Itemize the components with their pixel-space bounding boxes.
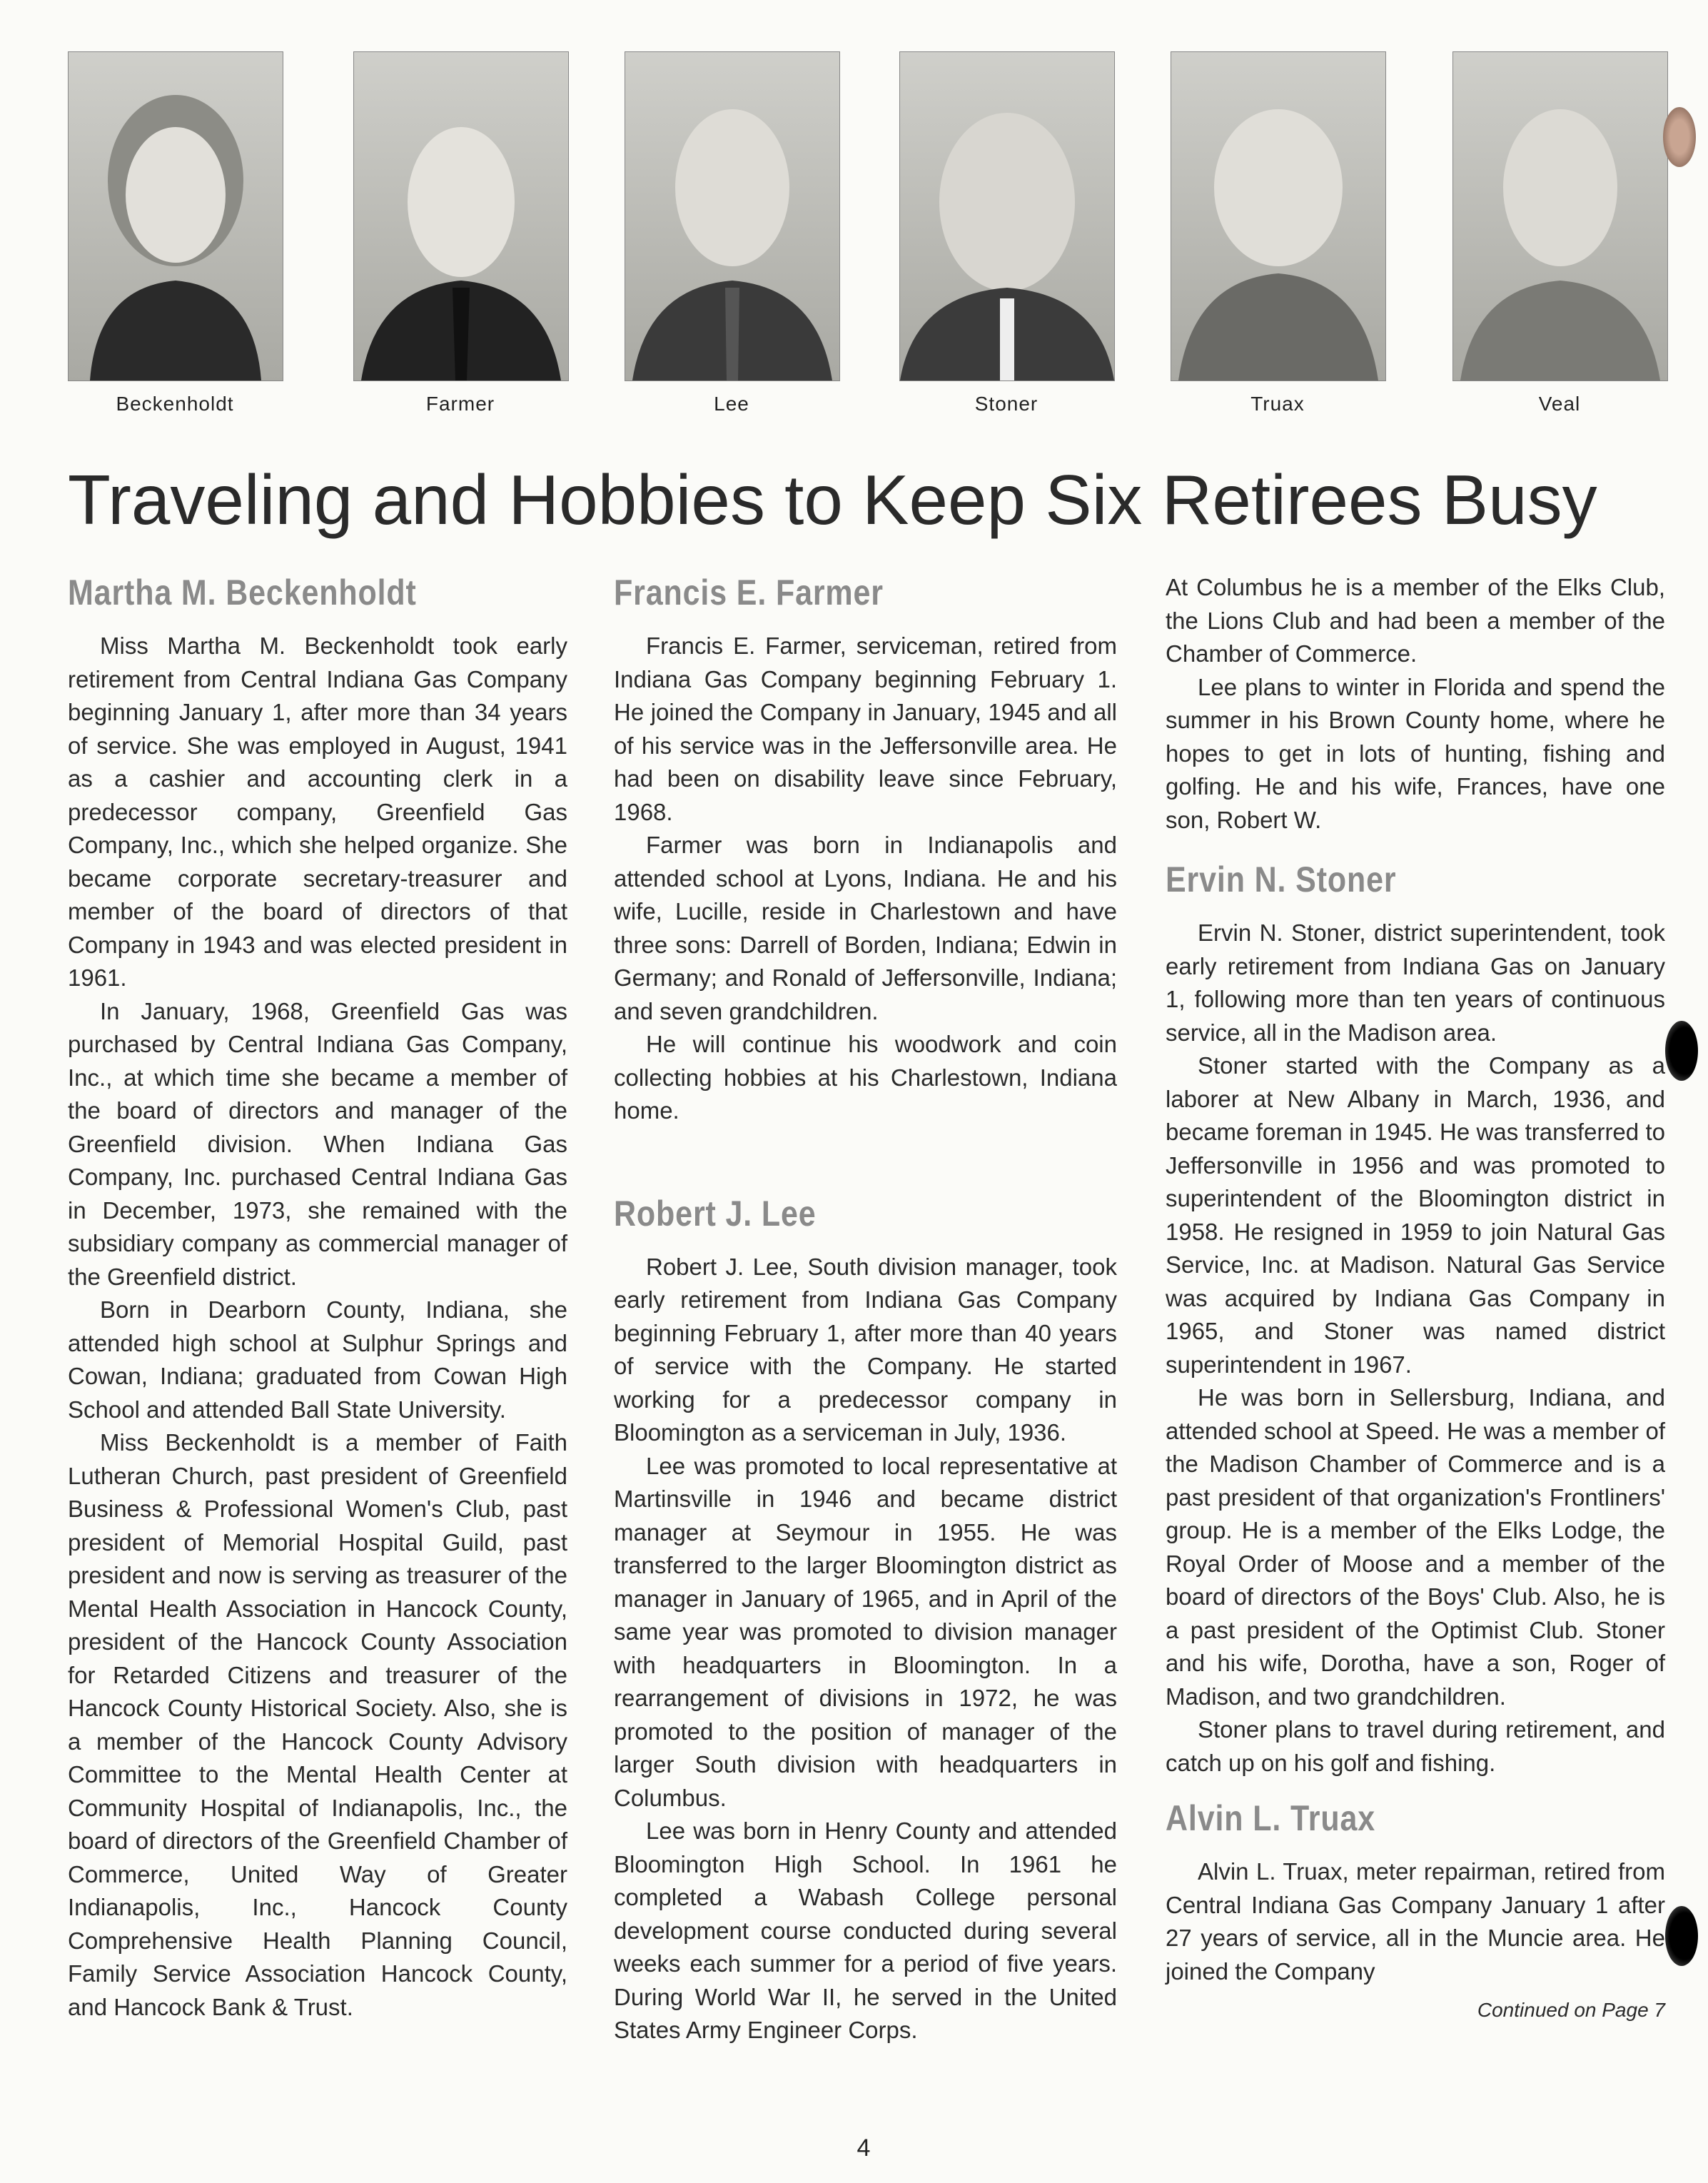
paragraph: Lee plans to winter in Florida and spend the summer in his Brown County home, where he hopes to get in lots of hunting, fishing and golfing. He and his wife, Frances, have one son, Robert W. (1166, 673, 1665, 833)
paragraph: At Columbus he is a member of the Elks Club, the Lions Club and had been a member of the Chamber of Commerce. (1166, 574, 1665, 667)
paragraph: Ervin N. Stoner, district superintendent, took early retirement from Indiana Gas on January 1, following more than ten years of continuous service, all in the Madison area. (1166, 919, 1665, 1046)
portrait-beckenholdt (68, 51, 283, 381)
paragraph: Francis E. Farmer, serviceman, retired from Indiana Gas Company beginning February 1. He joined the Company in January, 1945 and all of his service was in the Jeffersonville area. He had been on disability leave since February, 1968. (614, 632, 1117, 825)
paragraph: Stoner started with the Company as a laborer at New Albany in March, 1936, and became foreman in 1945. He was transferred to Jeffersonville in 1956 and was promoted to superintendent of the Bloomington district in 1958. He resigned in 1959 to join Natural Gas Service, Inc. at Madison. Natural Gas Service was acquired by Indiana Gas Company in 1965, and Stoner was named district superintendent in 1967. (1166, 1052, 1665, 1378)
caption-farmer: Farmer (425, 393, 495, 415)
continued-note: Continued on Page 7 (1477, 1999, 1665, 2021)
binder-hole-icon (1663, 107, 1696, 167)
heading-farmer: Francis E. Farmer (614, 573, 884, 612)
paragraph: Born in Dearborn County, Indiana, she attended high school at Sulphur Springs and Cowan, Indiana; graduated from Cowan High School and attended Ball State University. (68, 1296, 567, 1423)
binder-hole-icon (1665, 1906, 1698, 1966)
portrait-veal (1452, 51, 1668, 381)
heading-truax: Alvin L. Truax (1166, 1798, 1375, 1838)
paragraph: Stoner plans to travel during retirement, and catch up on his golf and fishing. (1166, 1716, 1665, 1776)
paragraph: Miss Martha M. Beckenholdt took early retirement from Central Indiana Gas Company beginning January 1, after more than 34 years of service. She was employed in August, 1941 as a cashier and accounting clerk in a predecessor company, Greenfield Gas Company, Inc., which she helped organize. She became corporate secretary-treasurer and member of the board of directors of that Company in 1943 and was elected president in 1961. (68, 632, 567, 991)
paragraph: Robert J. Lee, South division manager, took early retirement from Indiana Gas Company beginning February 1, after more than 40 years of service with the Company. He started working for a predecessor company in Bloomington as a serviceman in July, 1936. (614, 1253, 1117, 1446)
binder-hole-icon (1665, 1021, 1698, 1081)
caption-veal: Veal (1538, 393, 1581, 415)
paragraph: In January, 1968, Greenfield Gas was purchased by Central Indiana Gas Company, Inc., at which time she became a member of the board of directors and manager of the Greenfield division. When Indiana Gas Company, Inc. purchased Central Indiana Gas in December, 1973, she remained with the subsidiary company as commercial manager of the Greenfield district. (68, 997, 567, 1290)
heading-beckenholdt: Martha M. Beckenholdt (68, 573, 417, 612)
paragraph: Alvin L. Truax, meter repairman, retired from Central Indiana Gas Company January 1 after 27 years of service, all in the Muncie area. He joined the Company (1166, 1858, 1665, 1985)
heading-lee: Robert J. Lee (614, 1193, 817, 1234)
paragraph: He will continue his woodwork and coin collecting hobbies at his Charlestown, Indiana home. (614, 1031, 1117, 1124)
caption-lee: Lee (714, 393, 749, 415)
heading-stoner: Ervin N. Stoner (1166, 859, 1397, 899)
column-3 (1166, 571, 1665, 2027)
portrait-lee (625, 51, 840, 381)
caption-beckenholdt: Beckenholdt (116, 393, 234, 415)
paragraph: Farmer was born in Indianapolis and attended school at Lyons, Indiana. He and his wife, Lucille, reside in Charlestown and have three sons: Darrell of Borden, Indiana; Edwin in Germany; and Ronald of Jeffersonville, Indiana; and seven grandchildren. (614, 832, 1117, 1024)
paragraph: Lee was promoted to local representative at Martinsville in 1946 and became district manager at Seymour in 1955. He was transferred to the larger Bloomington district as manager in January of 1965, and in April of the same year was promoted to division manager with headquarters in Bloomington. In a rearrangement of divisions in 1972, he was promoted to the position of manager of the larger South division with headquarters in Columbus. (614, 1452, 1117, 1811)
caption-stoner: Stoner (974, 393, 1039, 415)
column-2 (614, 571, 1117, 2047)
column-1 (68, 571, 567, 2024)
page-number: 4 (856, 2134, 871, 2162)
paragraph: He was born in Sellersburg, Indiana, and attended school at Speed. He was a member of the Madison Chamber of Commerce and is a past president of that organization's Frontliners' group. He is a member of the Elks Lodge, the Royal Order of Moose and a member of the board of directors of the Boys' Club. Also, he is a past president of the Optimist Club. Stoner and his wife, Dorotha, have a son, Roger of Madison, and two grandchildren. (1166, 1384, 1665, 1710)
paragraph: Miss Beckenholdt is a member of Faith Lutheran Church, past president of Greenfield Business & Professional Women's Club, past president of Memorial Hospital Guild, past president and now is serving as treasurer of the Mental Health Association in Hancock County, president of the Hancock County Association for Retarded Citizens and treasurer of the Hancock County Historical Society. Also, she is a member of the Hancock County Advisory Committee to the Mental Health Center at Community Hospital of Indianapolis, Inc., the board of directors of the Greenfield Chamber of Commerce, United Way of Greater Indianapolis, Inc., Hancock County Comprehensive Health Planning Council, Family Service Association Hancock County, and Hancock Bank & Trust. (68, 1429, 567, 2020)
portrait-truax (1171, 51, 1386, 381)
portrait-farmer (353, 51, 569, 381)
paragraph: Lee was born in Henry County and attended Bloomington High School. In 1961 he completed a Wabash College personal development course conducted during several weeks each summer for a period of five years. During World War II, he served in the United States Army Engineer Corps. (614, 1818, 1117, 2043)
portrait-stoner (899, 51, 1115, 381)
page-title: Traveling and Hobbies to Keep Six Retirees Busy (68, 460, 1597, 539)
caption-truax: Truax (1250, 393, 1305, 415)
